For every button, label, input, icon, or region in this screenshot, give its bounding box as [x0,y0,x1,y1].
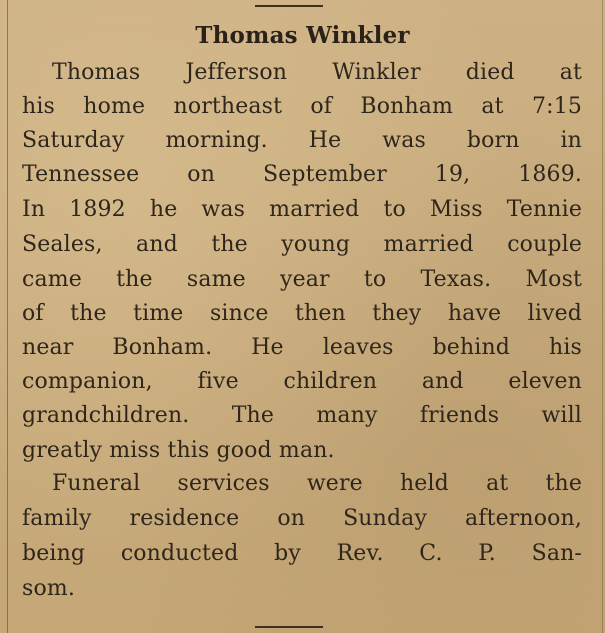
article-line: being conducted by Rev. C. P. San- [22,541,582,566]
article-line: Tennessee on September 19, 1869. [22,162,582,187]
article-line: greatly miss this good man. [22,438,335,463]
article-line: near Bonham. He leaves behind his [22,335,582,360]
article-line: grandchildren. The many friends will [22,403,582,428]
article-line: of the time since then they have lived [22,301,582,326]
article-line: som. [22,576,75,601]
article-line: companion, five children and eleven [22,369,582,394]
article-headline: Thomas Winkler [195,22,410,49]
article-line: family residence on Sunday afternoon, [22,506,582,531]
article-line: Saturday morning. He was born in [22,128,582,153]
column-edge-left [7,0,8,633]
column-edge-right [602,0,603,633]
article-line: Thomas Jefferson Winkler died at [52,60,582,85]
bottom-rule [255,626,323,628]
article-line: In 1892 he was married to Miss Tennie [22,197,582,222]
article-line: Seales, and the young married couple [22,232,582,257]
top-rule [255,5,323,7]
article-line: Funeral services were held at the [52,471,582,496]
article-line: came the same year to Texas. Most [22,267,582,292]
article-line: his home northeast of Bonham at 7:15 [22,94,582,119]
